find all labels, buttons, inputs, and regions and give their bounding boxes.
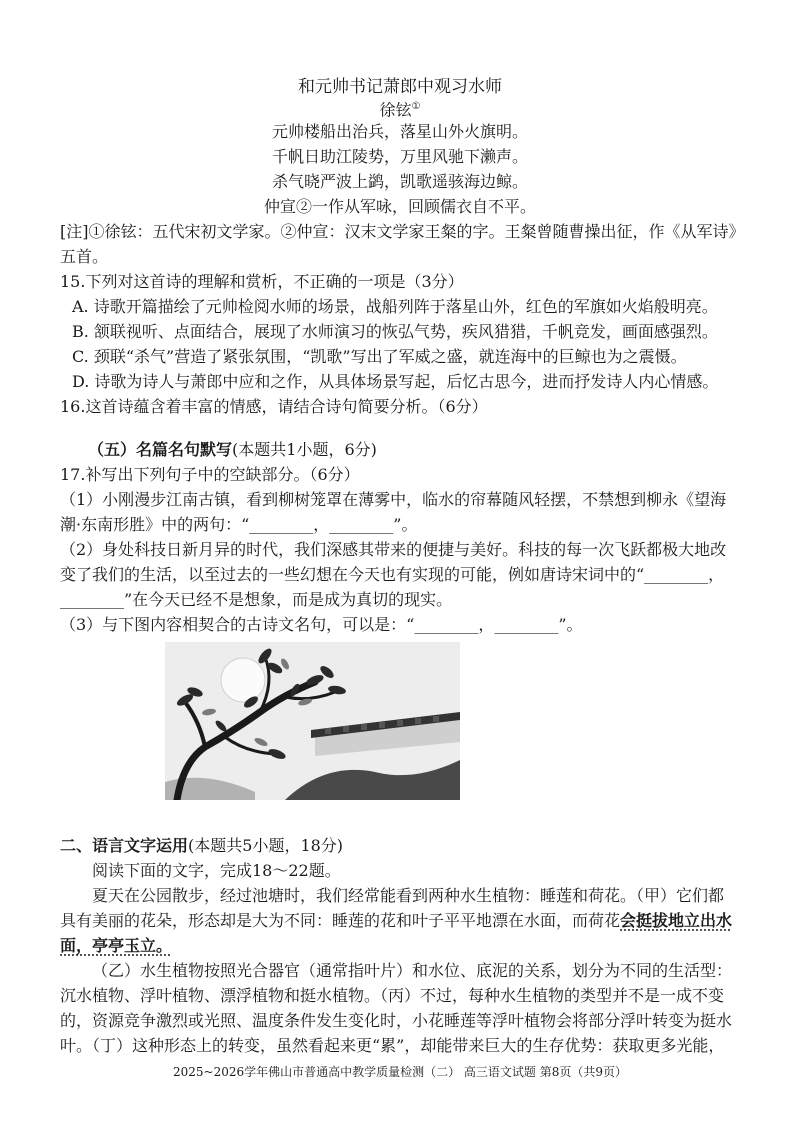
passage-line-6: 的，资源竞争激烈或光照、温度条件发生变化时，小花睡莲等浮叶植物会将部分浮叶转变为挺水 (60, 1011, 733, 1030)
passage-line-2-plain: 具有美丽的花朵，形态却是大为不同：睡莲的花和叶子平平地漂在水面，而荷花 (60, 911, 621, 930)
poem-line-3: 杀气晓严波上鹢，凯歌遥骇海边鲸。 (271, 172, 528, 191)
passage-line-4: （乙）水生植物按照光合器官（通常指叶片）和水位、底泥的关系，划分为不同的生活型： (92, 961, 733, 980)
page-footer: 2025~2026学年佛山市普通高中教学质量检测（二） 高三语文试题 第8页（共9页） (172, 1065, 628, 1079)
poem-line-4: 仲宣②一作从军咏，回顾儒衣自不平。 (263, 197, 536, 216)
section-5-heading-rest: (本题共1小题，6分) (232, 440, 377, 459)
poem-line-1: 元帅楼船出治兵，落星山外火旗明。 (271, 122, 528, 141)
question-15-option-a: A. 诗歌开篇描绘了元帅检阅水师的场景，战船列阵于落星山外，红色的军旗如火焰般明亮。 (72, 297, 718, 316)
author-note-mark: ① (411, 101, 421, 112)
section-5-heading-bold: （五）名篇名句默写 (88, 440, 233, 459)
section-2-heading-rest: (本题共5小题，18分) (188, 836, 344, 855)
passage-line-1: 夏天在公园散步，经过池塘时，我们经常能看到两种水生植物：睡莲和荷花。（甲）它们都 (92, 886, 725, 905)
passage-line-2-emphasis: 会挺拔地立出水 (620, 911, 733, 930)
question-16: 16.这首诗蕴含着丰富的情感，请结合诗句简要分析。（6分） (60, 397, 488, 416)
poem-author: 徐铉 (379, 100, 412, 120)
notes-line-1: [注]①徐铉：五代宋初文学家。②仲宣：汉末文学家王粲的字。王粲曾随曹操出征，作《从军诗》 (60, 222, 745, 241)
section-2-heading-bold: 二、语言文字运用 (60, 836, 189, 855)
question-17-part-2-line-1: （2）身处科技日新月异的时代，我们深感其带来的便捷与美好。科技的每一次飞跃都极大地改 (60, 540, 727, 559)
poem-author-line (0, 97, 800, 120)
question-17-part-2-line-2: 变了我们的生活，以至过去的一些幻想在今天也有实现的可能，例如唐诗宋词中的“________， (60, 565, 725, 584)
ink-painting-illustration (165, 642, 460, 800)
section-5-heading (88, 440, 377, 460)
question-15-option-c: C. 颈联“杀气”营造了紧张氛围，“凯歌”写出了军威之盛，就连海中的巨鲸也为之震慑。 (72, 347, 687, 366)
question-17-part-1-line-2: 潮·东南形胜》中的两句：“________，________”。 (60, 515, 418, 534)
passage-line-3-emphasis: 面，亭亭玉立。 (60, 936, 173, 955)
moon-shape (221, 658, 265, 702)
question-17-part-3: （3）与下图内容相契合的古诗文名句，可以是：“________，________”。 (60, 615, 583, 634)
poem-title: 和元帅书记萧郎中观习水师 (298, 77, 502, 97)
question-15-stem: 15.下列对这首诗的理解和赏析，不正确的一项是（3分） (60, 272, 464, 291)
section-2-heading (60, 836, 343, 856)
question-17-stem: 17.补写出下列句子中的空缺部分。（6分） (60, 465, 360, 484)
question-17-part-2-line-3: ________”在今天已经不是想象，而是成为真切的现实。 (60, 590, 453, 609)
notes-line-2: 五首。 (60, 247, 109, 266)
question-15-option-b: B. 颔联视听、点面结合，展现了水师演习的恢弘气势，疾风猎猎，千帆竞发，画面感强烈。 (72, 322, 718, 341)
section-2-instruction: 阅读下面的文字，完成18～22题。 (92, 861, 341, 880)
passage-line-7: 叶。（丁）这种形态上的转变，虽然看起来更“累”，却能带来巨大的生存优势：获取更多光能， (60, 1036, 725, 1055)
question-15-option-d: D. 诗歌为诗人与萧郎中应和之作，从具体场景写起，后忆古思今，进而抒发诗人内心情感。 (72, 372, 719, 391)
passage-line-5: 沉水植物、浮叶植物、漂浮植物和挺水植物。（丙）不过，每种水生植物的类型并不是一成不变 (60, 986, 725, 1005)
question-17-part-1-line-1: （1）小刚漫步江南古镇，看到柳树笼罩在薄雾中，临水的帘幕随风轻摆，不禁想到柳永《望海 (60, 490, 727, 509)
poem-line-2: 千帆日助江陵势，万里风驰下濑声。 (271, 147, 528, 166)
passage-line-2 (60, 911, 732, 931)
